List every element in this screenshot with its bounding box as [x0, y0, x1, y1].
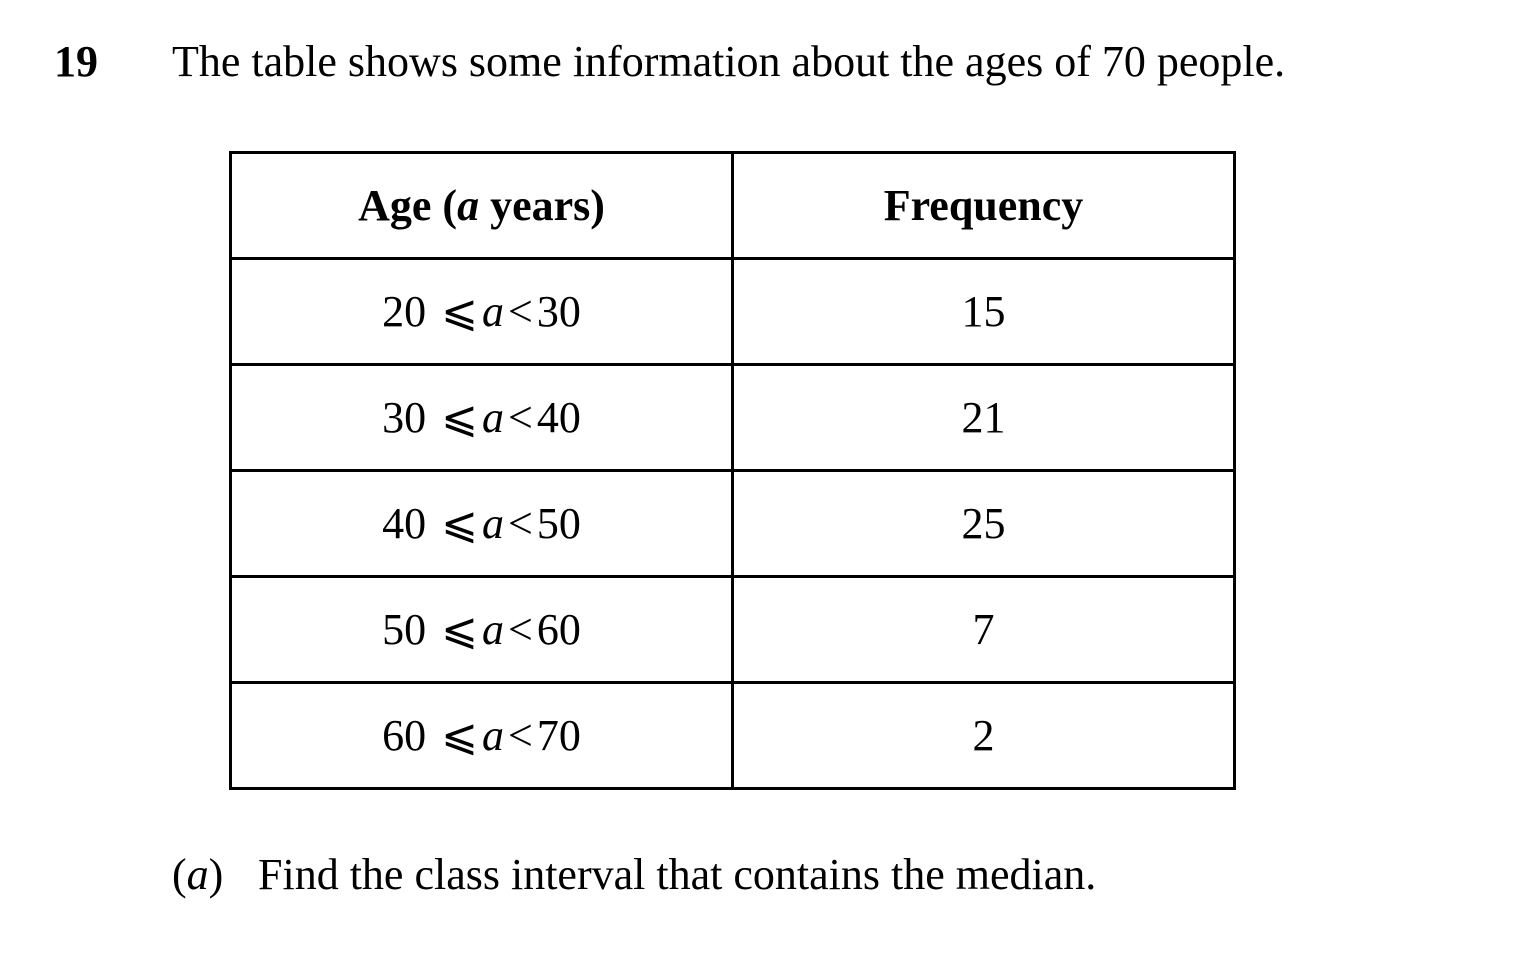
table-header-row: [231, 153, 1235, 259]
age-interval: 60 ⩽a<70: [231, 683, 733, 789]
table-row: [231, 259, 1235, 365]
frequency-value: 25: [733, 471, 1235, 577]
age-interval: 20 ⩽a<30: [231, 259, 733, 365]
part-a-label: (a): [172, 850, 224, 899]
age-interval: 30 ⩽a<40: [231, 365, 733, 471]
table-row: [231, 683, 1235, 789]
frequency-table: [229, 151, 1236, 790]
question-stem: The table shows some information about the ages of 70 people.: [172, 37, 1286, 86]
frequency-header: Frequency: [733, 153, 1235, 259]
frequency-value: 7: [733, 577, 1235, 683]
age-header: Age (a years): [231, 153, 733, 259]
frequency-value: 15: [733, 259, 1235, 365]
question-number: 19: [54, 37, 98, 86]
table-row: [231, 577, 1235, 683]
part-a-text: Find the class interval that contains the median.: [258, 850, 1097, 899]
age-interval: 40 ⩽a<50: [231, 471, 733, 577]
table-row: [231, 365, 1235, 471]
frequency-value: 2: [733, 683, 1235, 789]
part-a: [172, 850, 1097, 899]
frequency-value: 21: [733, 365, 1235, 471]
age-interval: 50 ⩽a<60: [231, 577, 733, 683]
table-row: [231, 471, 1235, 577]
